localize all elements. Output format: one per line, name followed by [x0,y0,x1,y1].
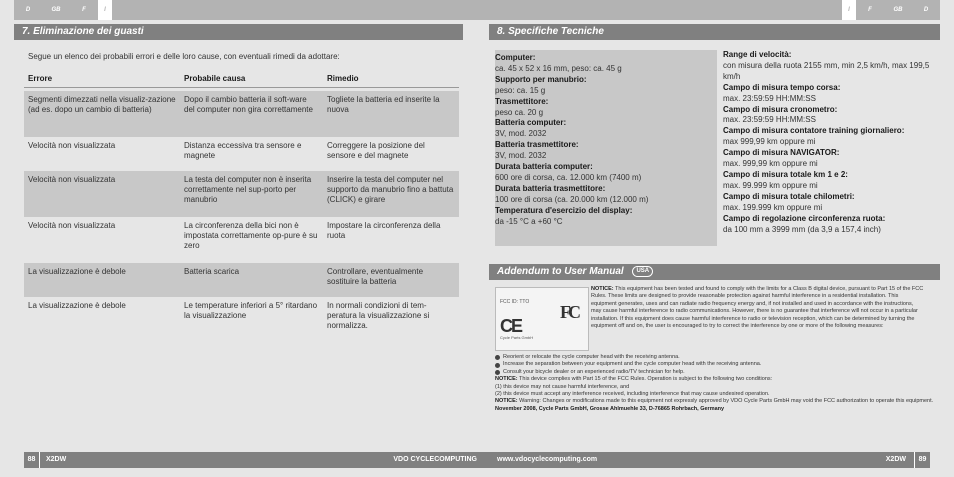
spec-battery-transmitter-value: 3V, mod. 2032 [495,151,547,161]
list-item [495,361,935,368]
bullet-text: Consult your bicycle dealer or an experienced radio/TV technician for help. [503,368,685,375]
section-title-specs: 8. Specifiche Tecniche [489,24,940,40]
language-bar-left [14,0,477,20]
cell-cause: Dopo il cambio batteria il soft-ware del computer non gira correttamente [184,95,313,114]
spec-computer-label: Computer: [495,53,536,62]
notice-label: NOTICE: [591,286,614,292]
table-row [24,171,459,217]
cell-error: Velocità non visualizzata [28,175,116,184]
lang-tab-gb[interactable]: GB [893,7,903,13]
fcc-notice-rest [495,354,935,413]
spec-wheel-size-label: Campo di regolazione circonferenza ruota: [723,213,886,223]
usa-badge: USA [632,266,653,277]
cell-error: La visualizzazione è debole [28,301,126,310]
cell-cause: Le temperature inferiori a 5° ritardano la visualizzazione [184,301,318,320]
lang-tab-d[interactable]: D [923,7,929,13]
spec-battery-life-computer-value: 600 ore di corsa, ca. 12.000 km (7400 m) [495,172,642,182]
footer-brand: VDO CYCLECOMPUTING [393,456,477,463]
table-header [24,70,459,88]
spec-transmitter-label: Trasmettitore: [495,96,549,106]
table-row [24,263,459,297]
address-line: November 2008, Cycle Parts GmbH, Grosse Ahlmuehle 33, D-76865 Rohrbach, Germany [495,405,725,412]
spec-total-km12-label: Campo di misura totale km 1 e 2: [723,169,848,179]
bullet-text: Reorient or relocate the cycle computer head with the receiving antenna. [503,354,680,360]
list-item [495,354,935,361]
footer-left [24,452,477,468]
spec-stopwatch-value: max. 23:59:59 HH:MM:SS [723,115,816,125]
cell-remedy: Controllare, eventualmente sostituire la batteria [327,267,424,286]
language-bar-right [477,0,940,20]
spec-wheel-size-value: da 100 mm a 3999 mm (da 3,9 a 157,4 inch) [723,224,881,234]
spec-battery-computer-value: 3V, mod. 2032 [495,129,547,139]
table-row [24,91,459,137]
spec-ride-time-label: Campo di misura tempo corsa: [723,82,841,92]
bullet-icon [495,363,500,368]
section-title-troubleshooting: 7. Eliminazione dei guasti [14,24,463,40]
condition-2: (2) this device must accept any interference received, including interference that may cause undesired operation. [495,391,770,398]
condition-1: (1) this device may not cause harmful interference, and [495,383,630,390]
section-title-addendum [489,264,940,280]
ce-icon: CE [500,316,522,336]
cell-cause: Distanza eccessiva tra sensore e magnete [184,141,302,160]
spec-navigator-value: max. 999,99 km oppure mi [723,159,818,169]
header-remedy: Rimedio [327,74,359,83]
spec-total-km12-value: max. 99.999 km oppure mi [723,180,818,190]
cell-error: Velocità non visualizzata [28,141,116,150]
footer-model: X2DW [885,456,906,463]
troubleshooting-table [24,70,459,343]
spec-computer-value: ca. 45 x 52 x 16 mm, peso: ca. 45 g [495,63,622,73]
spec-mount-value: peso: ca. 15 g [495,85,546,95]
table-row [24,297,459,343]
cell-error: La visualizzazione è debole [28,267,126,276]
specs-right-column [723,50,948,235]
notice-text: This device complies with Part 15 of the FCC Rules. Operation is subject to the following two conditions: [517,376,773,383]
spec-battery-life-transmitter-label: Durata batteria trasmettitore: [495,183,606,193]
spec-battery-computer-label: Batteria computer: [495,118,567,128]
cell-remedy: Inserire la testa del computer nel supporto da manubrio fino a battuta (CLICK) e girare [327,175,454,204]
fcc-notice-1 [591,286,925,330]
footer-url[interactable]: www.vdocyclecomputing.com [497,456,598,463]
spec-total-km-value: max. 199.999 km oppure mi [723,202,823,212]
cell-cause: La circonferenza della bici non è impostata correttamente op-pure è su zero [184,221,318,250]
footer-model: X2DW [45,456,67,463]
intro-text: Segue un elenco dei probabili errori e delle loro cause, con eventuali rimedi da adottare: [28,52,340,61]
lang-tab-f[interactable]: F [82,7,86,13]
notice-text: Warning: Changes or modifications made to this equipment not expressly approved by VDO Cycle Parts GmbH may void the FCC authorization to operate this equipment. [517,398,934,405]
header-cause: Probabile causa [184,74,246,83]
cell-error: Velocità non visualizzata [28,221,116,230]
bullet-icon [495,370,500,375]
cell-remedy: Impostare la circonferenza della ruota [327,221,441,240]
notice-text: This equipment has been tested and found to comply with the limits for a Class B digital device, pursuant to Part 15 of the FCC Rules. These limits are designed to provide reasonable protection against harmful interference in a residential installation. This equipment generates, uses and can radiate radio frequency energy and, if not installed and used in accordance with the instructions, may cause harmful interference to radio communications. However, there is no guarantee that interference will not occur in a particular installation. If this equipment does cause harmful interference to radio or television reception, which can be determined by turning the equipment off and on, the user is encouraged to try to correct the interference by one or more of the following measures: [591,286,924,330]
spec-speed-range-label: Range di velocità: [723,50,792,59]
spec-battery-life-transmitter-value: 100 ore di corsa (ca. 20.000 km (12.000 m) [495,194,649,204]
spec-total-km-label: Campo di misura totale chilometri: [723,191,855,201]
cell-cause: Batteria scarica [184,267,240,276]
spec-ride-time-value: max. 23:59:59 HH:MM:SS [723,93,816,103]
table-row [24,137,459,171]
spec-battery-life-computer-label: Durata batteria computer: [495,162,593,172]
page-number: 88 [24,452,40,468]
lang-tab-gb[interactable]: GB [51,7,61,13]
lang-tab-f[interactable]: F [868,7,872,13]
table-row [24,217,459,263]
right-page [477,0,954,477]
header-error: Errore [28,74,53,83]
cell-remedy: Correggere la posizione del sensore e del magnete [327,141,425,160]
notice-label: NOTICE: [495,398,518,405]
addendum-title: Addendum to User Manual [497,266,624,277]
spec-transmitter-value: peso ca. 20 g [495,107,544,117]
fcc-label-image [495,287,589,351]
spec-temperature-value: da -15 °C a +60 °C [495,216,563,226]
lang-tab-i[interactable]: I [842,0,856,20]
fcc-id-text: FCC ID: TTO [500,299,530,305]
spec-mount-label: Supporto per manubrio: [495,74,587,84]
list-item [495,369,935,376]
spec-temperature-label: Temperatura d'esercizio del display: [495,205,633,215]
cell-remedy: Togliete la batteria ed inserite la nuova [327,95,440,114]
lang-tab-d[interactable]: D [25,7,31,13]
notice-label: NOTICE: [495,376,518,383]
fcc-brand-text: Cycle Parts GmbH [500,335,534,340]
lang-tab-i[interactable]: I [98,0,112,20]
spec-stopwatch-label: Campo di misura cronometro: [723,104,838,114]
bullet-icon [495,355,500,360]
bullet-text: Increase the separation between your equipment and the cycle computer head with the receiving antenna. [503,361,762,368]
spec-battery-transmitter-label: Batteria trasmettitore: [495,140,579,150]
spec-navigator-label: Campo di misura NAVIGATOR: [723,148,840,158]
cell-remedy: In normali condizioni di tem-peratura la visualizzazione si normalizza. [327,301,430,330]
cell-error: Segmenti dimezzati nella visualiz-zazione (ad es. dopo un cambio di batteria) [28,95,176,114]
page-number: 89 [914,452,930,468]
specs-left-column [495,50,717,246]
spec-daily-counter-value: max 999,99 km oppure mi [723,137,816,147]
spec-daily-counter-label: Campo di misura contatore training giornaliero: [723,126,905,136]
footer-right [477,452,930,468]
fcc-icon: FC [560,302,578,322]
cell-cause: La testa del computer non è inserita correttamente nel sup-porto per manubrio [184,175,312,204]
fcc-notice-3 [495,398,935,405]
fcc-notice-2 [495,376,935,383]
spec-speed-range-value: con misura della ruota 2155 mm, min 2,5 km/h, max 199,5 km/h [723,60,930,81]
